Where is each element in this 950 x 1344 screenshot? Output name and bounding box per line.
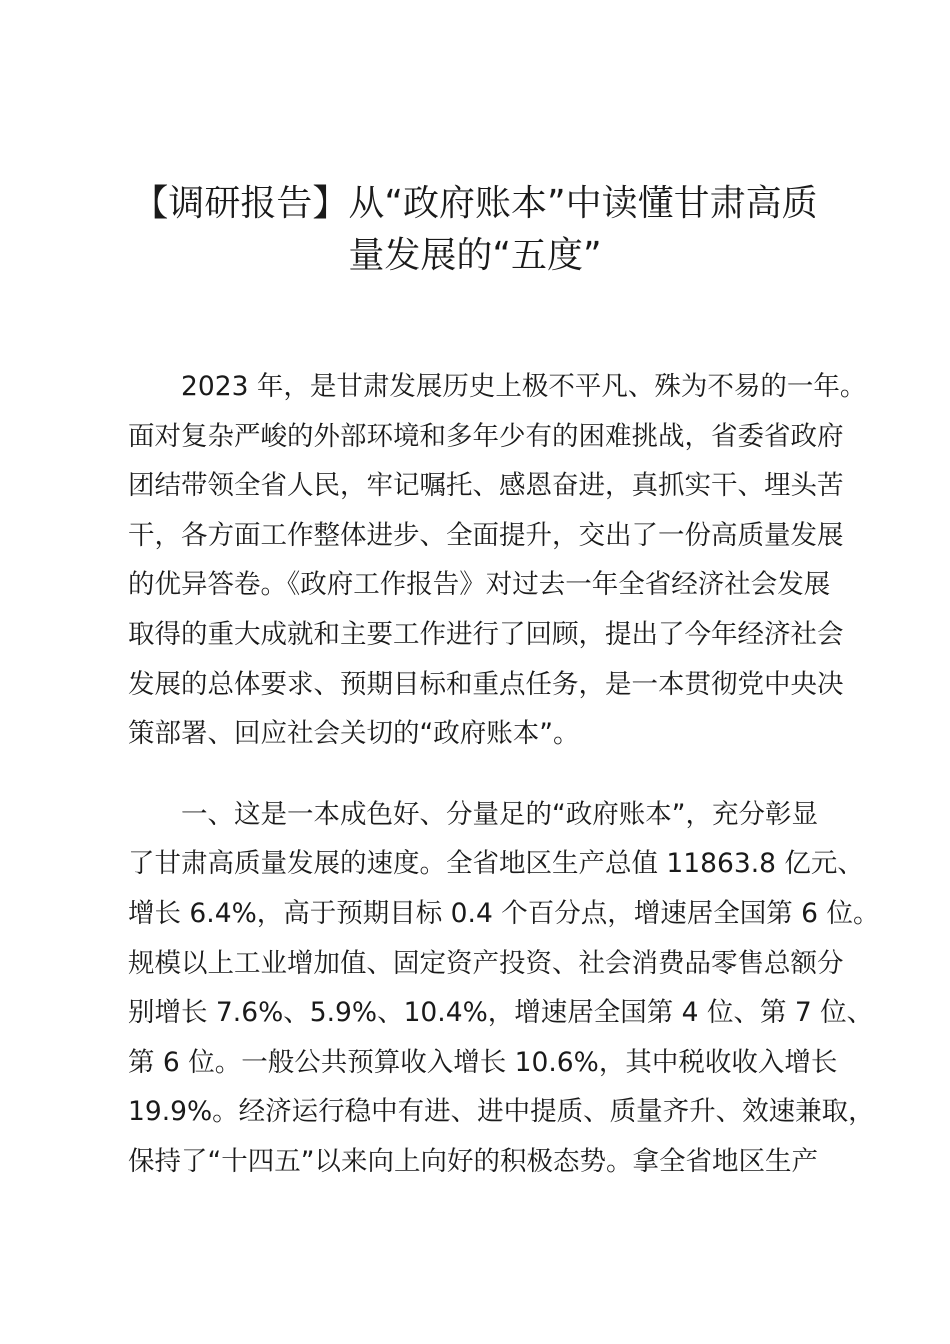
text-line: 面对复杂严峻的外部环境和多年少有的困难挑战，省委省政府	[128, 420, 844, 452]
paragraph-intro	[128, 362, 868, 759]
text-line: 团结带领全省人民，牢记嘱托、感恩奋进，真抓实干、埋头苦	[128, 470, 844, 502]
text-line: 策部署、回应社会关切的“政府账本”。	[128, 718, 580, 750]
text-line: 19.9%。经济运行稳中有进、进中提质、质量齐升、效速兼取，	[128, 1096, 875, 1128]
text-line: 别增长 7.6%、5.9%、10.4%，增速居全国第 4 位、第 7 位、	[128, 997, 874, 1029]
text-line: 第 6 位。一般公共预算收入增长 10.6%，其中税收收入增长	[128, 1046, 838, 1078]
title-line: 量发展的“五度”	[348, 235, 602, 276]
text-line: 一、这是一本成色好、分量足的“政府账本”，充分彰显	[128, 798, 818, 830]
text-line: 干，各方面工作整体进步、全面提升，交出了一份高质量发展	[128, 519, 844, 551]
text-line: 的优异答卷。《政府工作报告》对过去一年全省经济社会发展	[128, 569, 831, 601]
text-line: 2023 年，是甘肃发展历史上极不平凡、殊为不易的一年。	[128, 371, 867, 402]
paragraph-section-one	[128, 790, 880, 1187]
text-line: 保持了“十四五”以来向上向好的积极态势。拿全省地区生产	[128, 1145, 818, 1177]
document-body	[128, 362, 880, 1187]
title-line: 【调研报告】从“政府账本”中读懂甘肃高质	[132, 183, 818, 224]
text-line: 发展的总体要求、预期目标和重点任务，是一本贯彻党中央决	[128, 668, 844, 700]
text-line: 规模以上工业增加值、固定资产投资、社会消费品零售总额分	[128, 947, 844, 979]
text-line: 取得的重大成就和主要工作进行了回顾，提出了今年经济社会	[128, 618, 844, 650]
document-title	[100, 178, 850, 282]
text-line: 增长 6.4%，高于预期目标 0.4 个百分点，增速居全国第 6 位。	[128, 897, 880, 929]
text-line: 了甘肃高质量发展的速度。全省地区生产总值 11863.8 亿元、	[128, 848, 864, 880]
